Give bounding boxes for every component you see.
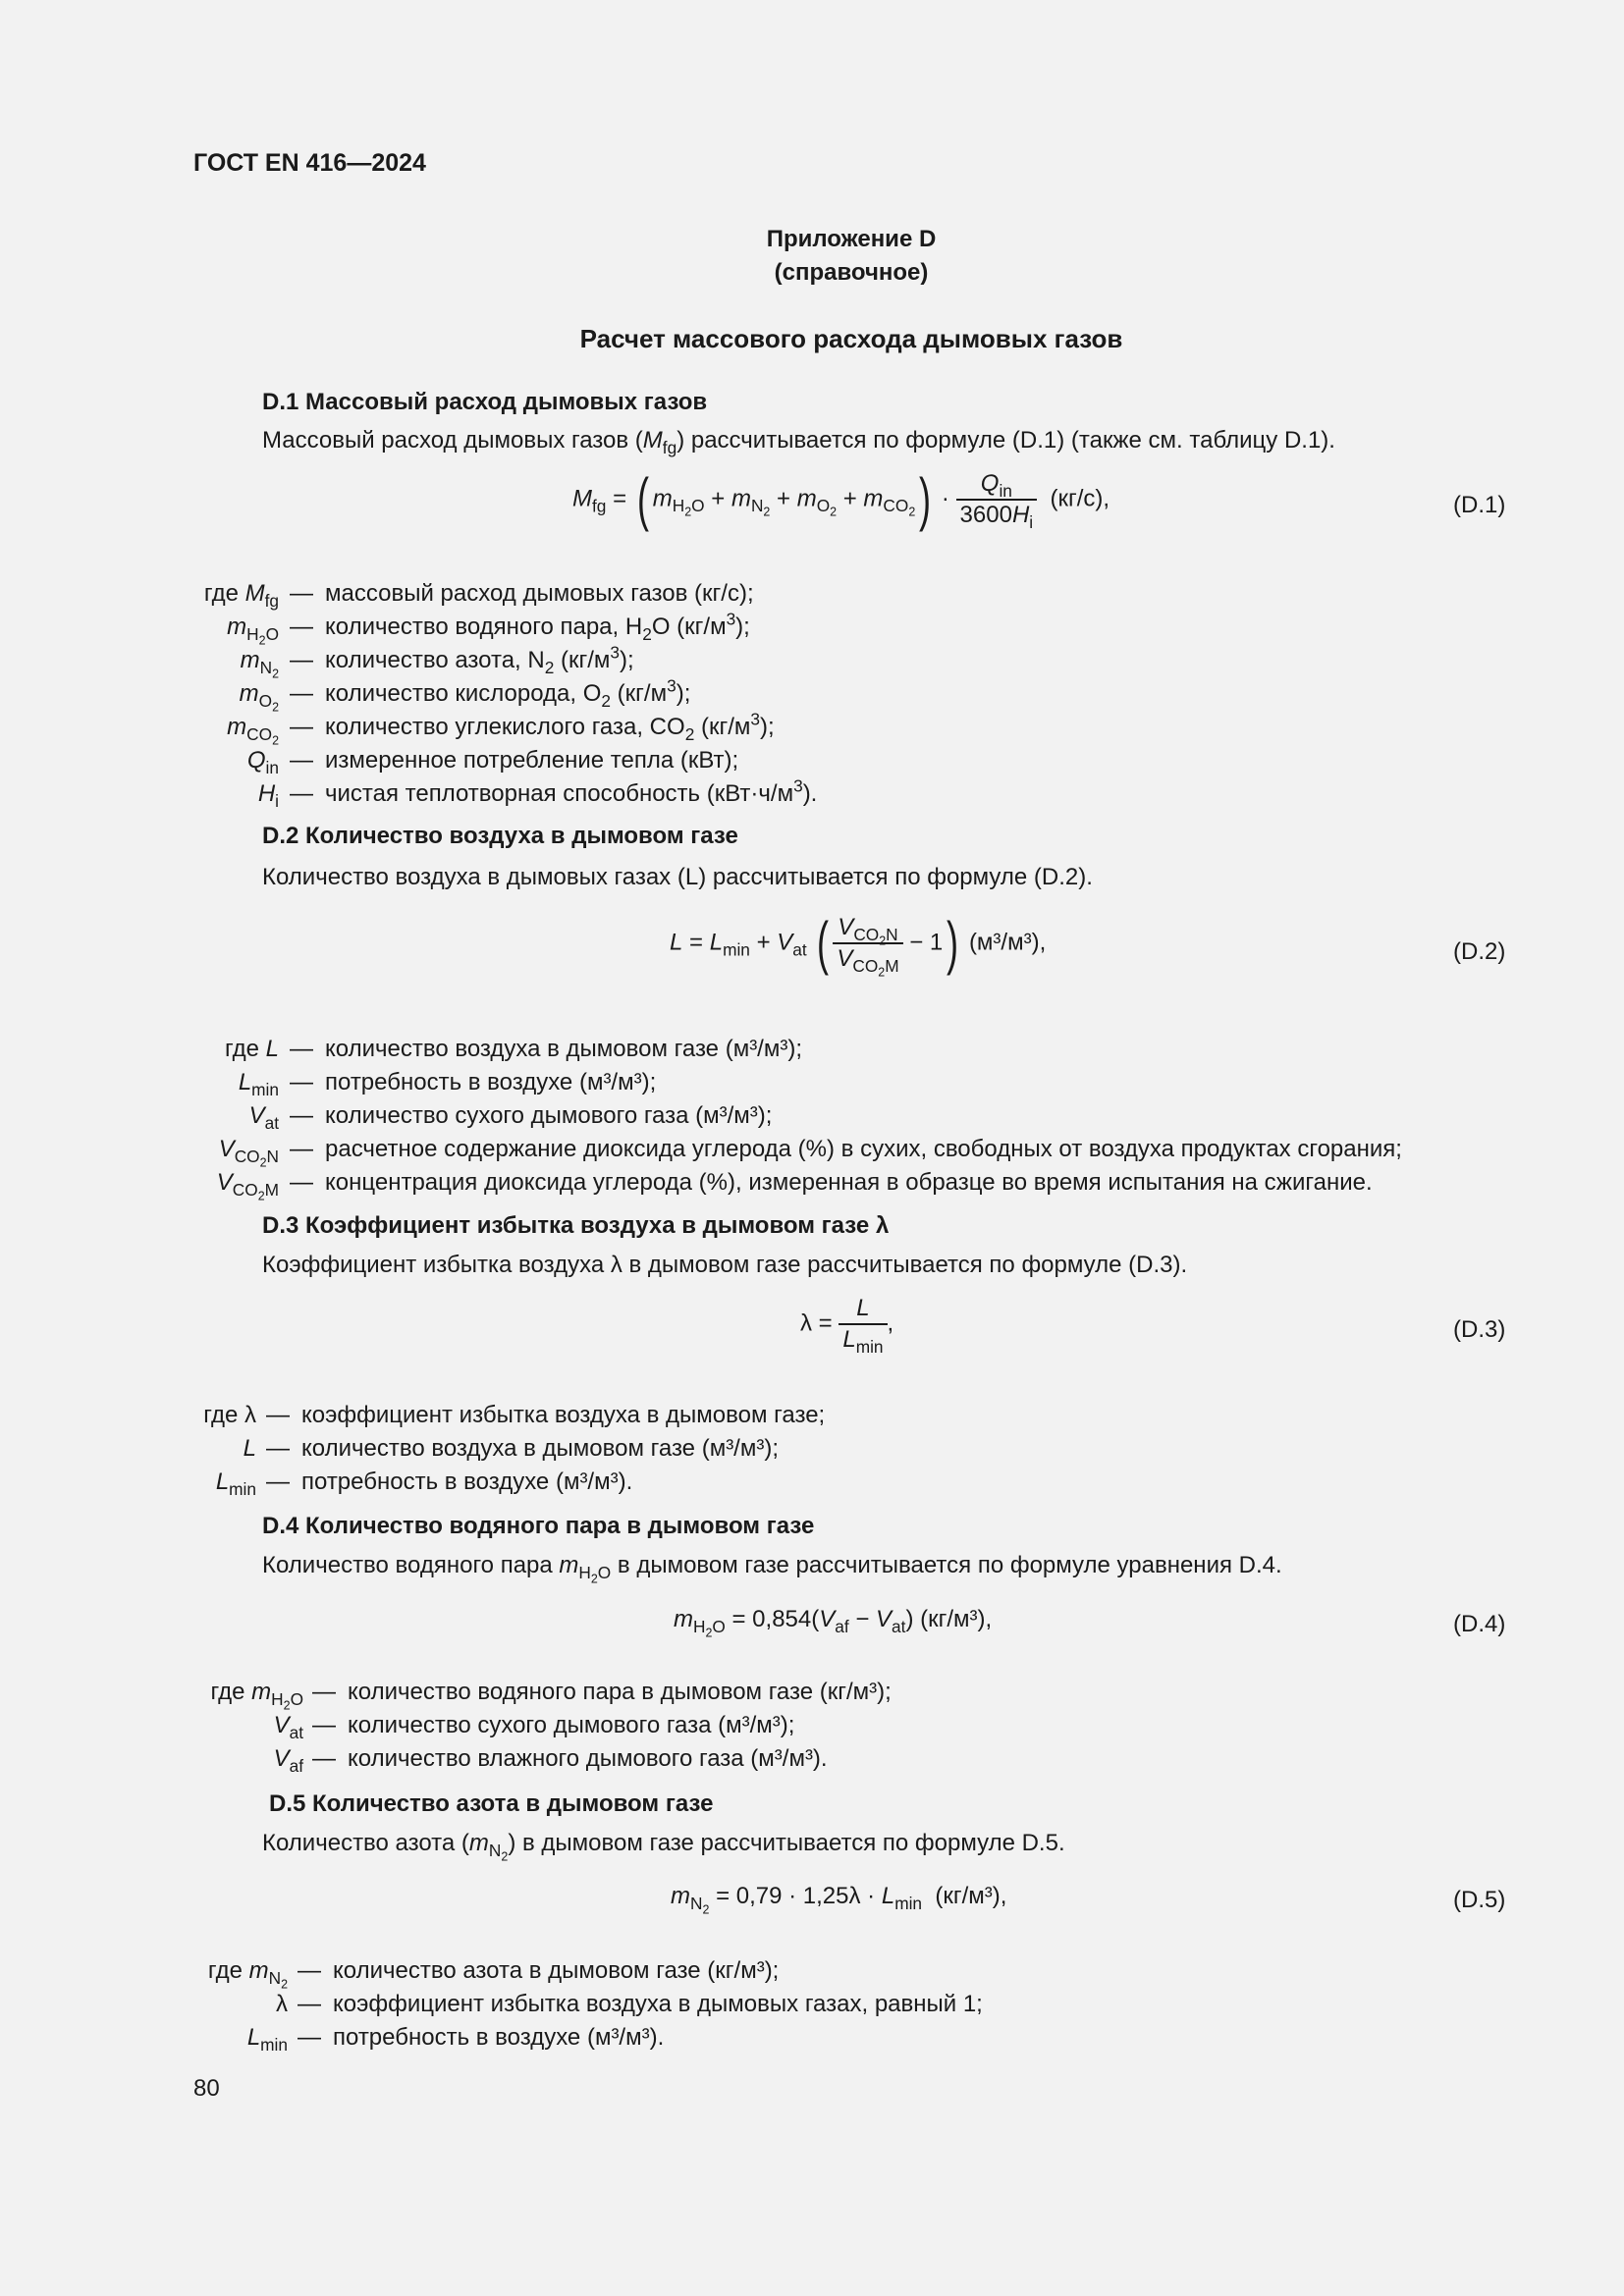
definition-mn2: количество азота, $N_2$ $(кг/м^3)$;: [325, 642, 634, 678]
definition-mo2: количество кислорода, $O_2$ $(кг/м^3)$;: [325, 675, 691, 712]
page-number: 80: [193, 2075, 220, 2102]
definition-mco2: количество углекислого газа, $CO_2$ $(кг/м^3)$;: [325, 709, 775, 745]
dash: —: [290, 1036, 313, 1062]
dash: —: [266, 1468, 290, 1495]
dash: —: [290, 1136, 313, 1162]
section-heading-d2: D.2 Количество воздуха в дымовом газе: [262, 823, 738, 849]
definition-mn2-d5: количество азота в дымовом газе (кг/м³);: [333, 1957, 780, 1984]
dash: —: [290, 1069, 313, 1095]
page-title: Расчет массового расхода дымовых газов: [579, 324, 1123, 353]
symbol-qin: $Q_{in}$: [246, 747, 279, 778]
equation-number-d3: (D.3): [1453, 1316, 1506, 1343]
dash: —: [290, 680, 313, 707]
definition-l-d3: количество воздуха в дымовом газе (м³/м³);: [301, 1435, 779, 1462]
where-symbol-lambda: где λ: [203, 1402, 256, 1428]
annex-subtitle: (справочное): [774, 259, 929, 286]
section-intro-d4: Количество водяного пара $m_{H_2O}$ в дымовом газе рассчитывается по формуле уравнения D.4.: [262, 1552, 1282, 1586]
dash: —: [290, 747, 313, 774]
formula-d4: $m_{H_2O} = 0,854(V_{af} - V_{at})$ (кг/м³),: [674, 1606, 993, 1640]
symbol-lmin-d5: $L_{min}$: [246, 2024, 288, 2056]
formula-d5: $m_{N_2} = 0,79 \cdot 1,25\lambda \cdot L_{min}$ (кг/м³),: [671, 1883, 1007, 1917]
section-heading-d3: D.3 Коэффициент избытка воздуха в дымовом газе λ: [262, 1212, 890, 1239]
definition-mh2o-d4: количество водяного пара в дымовом газе (кг/м³);: [348, 1679, 892, 1705]
dash: —: [312, 1745, 336, 1772]
section-heading-d4: D.4 Количество водяного пара в дымовом газе: [262, 1513, 815, 1539]
where-symbol-mh2o: где $m_{H_2O}$: [210, 1679, 303, 1713]
definition-vco2n: расчетное содержание диоксида углерода (%) в сухих, свободных от воздуха продуктах сгорания;: [325, 1136, 1402, 1162]
symbol-vco2m: $V_{CO_2M}$: [216, 1169, 279, 1203]
dash: —: [290, 1169, 313, 1196]
equation-number-d1: (D.1): [1453, 492, 1506, 518]
definition-mh2o: количество водяного пара, $H_2O$ $(кг/м^3)$;: [325, 609, 750, 645]
where-symbol-l: где L: [224, 1036, 279, 1062]
definition-lmin: потребность в воздухе (м³/м³);: [325, 1069, 657, 1095]
symbol-vat-d4: $V_{at}$: [273, 1712, 303, 1743]
definition-vat: количество сухого дымового газа (м³/м³);: [325, 1102, 773, 1129]
dash: —: [290, 614, 313, 640]
definition-lmin-d5: потребность в воздухе (м³/м³).: [333, 2024, 665, 2051]
symbol-vaf: $V_{af}$: [273, 1745, 303, 1777]
formula-d1: $M_{fg}$ = ( $m_{H_2O} + m_{N_2} + m_{O_2} + m_{CO_2}$) · $\frac{Q_{in}}{3600H_i}$ (кг/с),: [572, 466, 1110, 533]
dash: —: [298, 1957, 321, 1984]
definition-vaf: количество влажного дымового газа (м³/м³).: [348, 1745, 828, 1772]
section-intro-d5: Количество азота $(m_{N_2})$ в дымовом газе рассчитывается по формуле D.5.: [262, 1830, 1065, 1864]
equation-number-d2: (D.2): [1453, 938, 1506, 965]
symbol-lambda-d5: λ: [276, 1991, 288, 2017]
definition-vat-d4: количество сухого дымового газа (м³/м³);: [348, 1712, 795, 1738]
symbol-mh2o: $m_{H_2O}$: [227, 614, 279, 648]
symbol-mco2: $m_{CO_2}$: [227, 714, 279, 748]
section-heading-d5: D.5 Количество азота в дымовом газе: [269, 1790, 714, 1817]
symbol-lmin-d3: $L_{min}$: [215, 1468, 256, 1500]
definition-vco2m: концентрация диоксида углерода (%), измеренная в образце во время испытания на сжигание.: [325, 1169, 1373, 1196]
dash: —: [266, 1402, 290, 1428]
section-intro-d2: Количество воздуха в дымовых газах (L) рассчитывается по формуле (D.2).: [262, 864, 1093, 890]
formula-d3: λ = $\frac{L}{L_{min}}$ ,: [800, 1295, 894, 1358]
symbol-l: L: [243, 1435, 256, 1462]
definition-lambda: коэффициент избытка воздуха в дымовом газе;: [301, 1402, 826, 1428]
equation-number-d5: (D.5): [1453, 1887, 1506, 1913]
formula-d2: $L = L_{min} + V_{at}$ ( $\frac{V_{CO_2N}}{V_{CO_2M}}$ − 1) (м³/м³),: [670, 910, 1047, 980]
section-intro-d1: Массовый расход дымовых газов $(M_{fg})$ рассчитывается по формуле (D.1) (также см. таблицу D.1).: [262, 427, 1335, 458]
dash: —: [290, 647, 313, 673]
dash: —: [298, 2024, 321, 2051]
annex-title: Приложение D: [766, 226, 937, 252]
dash: —: [298, 1991, 321, 2017]
dash: —: [312, 1712, 336, 1738]
symbol-vat: $V_{at}$: [248, 1102, 279, 1134]
dash: —: [290, 580, 313, 607]
definition-l: количество воздуха в дымовом газе (м³/м³);: [325, 1036, 802, 1062]
definition-lmin-d3: потребность в воздухе (м³/м³).: [301, 1468, 633, 1495]
equation-number-d4: (D.4): [1453, 1611, 1506, 1637]
dash: —: [290, 1102, 313, 1129]
definition-lambda-d5: коэффициент избытка воздуха в дымовых газах, равный 1;: [333, 1991, 983, 2017]
symbol-mn2: $m_{N_2}$: [240, 647, 279, 681]
dash: —: [290, 714, 313, 740]
definition-hi: чистая теплотворная способность $(кВт\cdot ч/м^3)$.: [325, 775, 818, 807]
dash: —: [312, 1679, 336, 1705]
dash: —: [266, 1435, 290, 1462]
symbol-hi: $H_i$: [257, 780, 279, 812]
dash: —: [290, 780, 313, 807]
definition-mfg: массовый расход дымовых газов (кг/с);: [325, 580, 754, 607]
where-symbol-mn2: где $m_{N_2}$: [207, 1957, 288, 1992]
section-heading-d1: D.1 Массовый расход дымовых газов: [262, 389, 708, 415]
symbol-lmin: $L_{min}$: [238, 1069, 279, 1100]
symbol-vco2n: $V_{CO_2N}$: [218, 1136, 279, 1170]
document-header: ГОСТ EN 416—2024: [193, 149, 426, 177]
symbol-mo2: $m_{O_2}$: [239, 680, 279, 715]
where-symbol-mfg: где $M_{fg}$: [203, 580, 279, 612]
definition-qin: измеренное потребление тепла (кВт);: [325, 747, 739, 774]
section-intro-d3: Коэффициент избытка воздуха λ в дымовом газе рассчитывается по формуле (D.3).: [262, 1252, 1188, 1278]
